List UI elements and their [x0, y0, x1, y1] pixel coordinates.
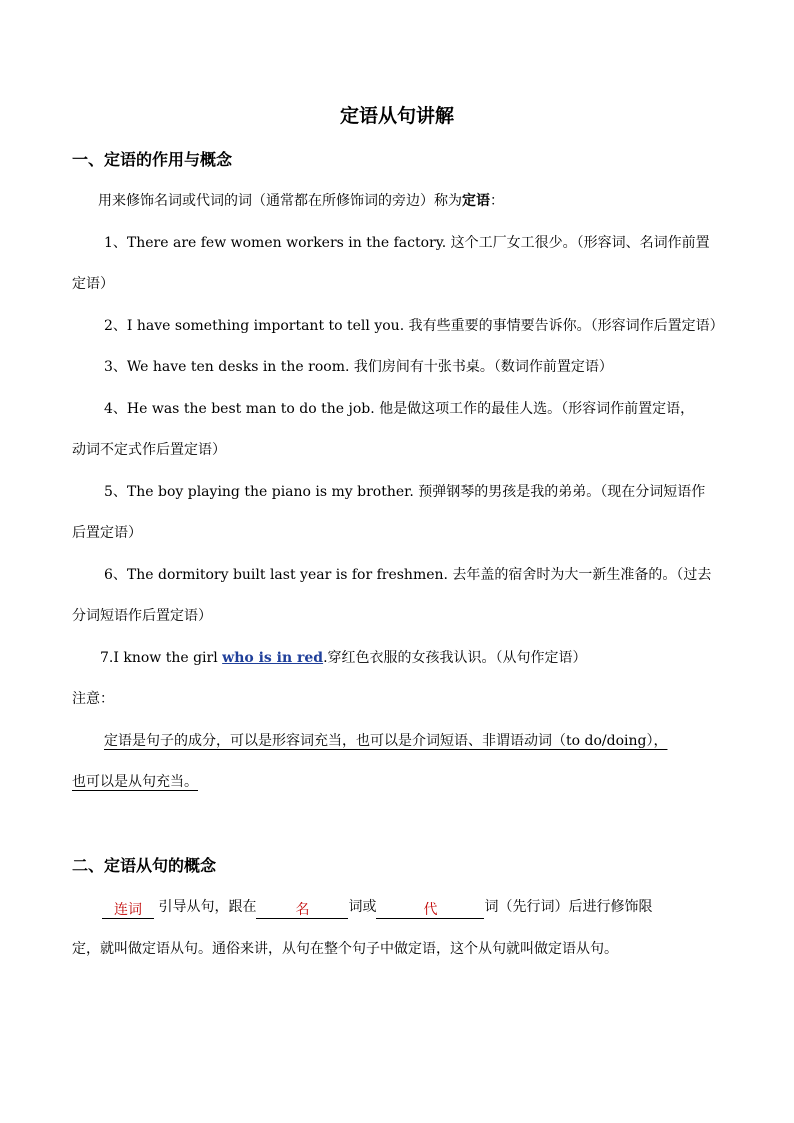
- intro-colon: ：: [490, 193, 504, 209]
- section1-intro: [98, 191, 504, 211]
- note-label: 注意：: [72, 691, 114, 707]
- example-3: 3、We have ten desks in the room. 我们房间有十张书桌。（数词作前置定语）: [104, 359, 613, 375]
- intro-text: 用来修饰名词或代词的词（通常都在所修饰词的旁边）称为: [98, 193, 462, 209]
- example-4-line-1: 4、He was the best man to do the job. 他是做这项工作的最佳人选。（形容词作前置定语，: [104, 401, 695, 417]
- example-5-line-1: 5、The boy playing the piano is my brother. 预弹钢琴的男孩是我的弟弟。（现在分词短语作: [104, 484, 706, 500]
- note-line-2: 也可以是从句充当。: [72, 774, 198, 790]
- example-7-post: .穿红色衣服的女孩我认识。（从句作定语）: [323, 650, 587, 666]
- section1-heading: 一、定语的作用与概念: [72, 150, 233, 169]
- example-7: [100, 648, 587, 668]
- blank-conjunction: 连词: [102, 900, 154, 919]
- section2-definition-line-1: [102, 897, 652, 919]
- definition-text-2: 词或: [348, 899, 377, 915]
- example-1-line-2: 定语）: [72, 276, 114, 292]
- page-title: 定语从句讲解: [339, 105, 454, 127]
- intro-term: 定语: [462, 193, 490, 209]
- example-6-line-2: 分词短语作后置定语）: [72, 608, 212, 624]
- blank-pronoun: 代: [376, 900, 484, 919]
- example-7-pre: 7.I know the girl: [100, 650, 223, 666]
- example-6-line-1: 6、The dormitory built last year is for freshmen. 去年盖的宿舍时为大一新生准备的。（过去: [104, 567, 712, 583]
- note-line-1: 定语是句子的成分，可以是形容词充当，也可以是介词短语、非谓语动词（to do/doing），: [104, 733, 668, 749]
- section2-definition-line-2: 定，就叫做定语从句。通俗来讲，从句在整个句子中做定语，这个从句就叫做定语从句。: [72, 941, 618, 957]
- example-7-clause: who is in red: [222, 650, 324, 666]
- section2-heading: 二、定语从句的概念: [72, 856, 217, 875]
- example-1-line-1: 1、There are few women workers in the factory. 这个工厂女工很少。（形容词、名词作前置: [104, 235, 710, 251]
- example-4-line-2: 动词不定式作后置定语）: [72, 442, 226, 458]
- definition-text-1: 引导从句，跟在: [158, 899, 257, 915]
- example-2: 2、I have something important to tell you. 我有些重要的事情要告诉你。（形容词作后置定语）: [104, 318, 724, 334]
- blank-noun: 名: [256, 900, 348, 919]
- example-5-line-2: 后置定语）: [72, 525, 142, 541]
- definition-text-3: 词（先行词）后进行修饰限: [484, 899, 653, 915]
